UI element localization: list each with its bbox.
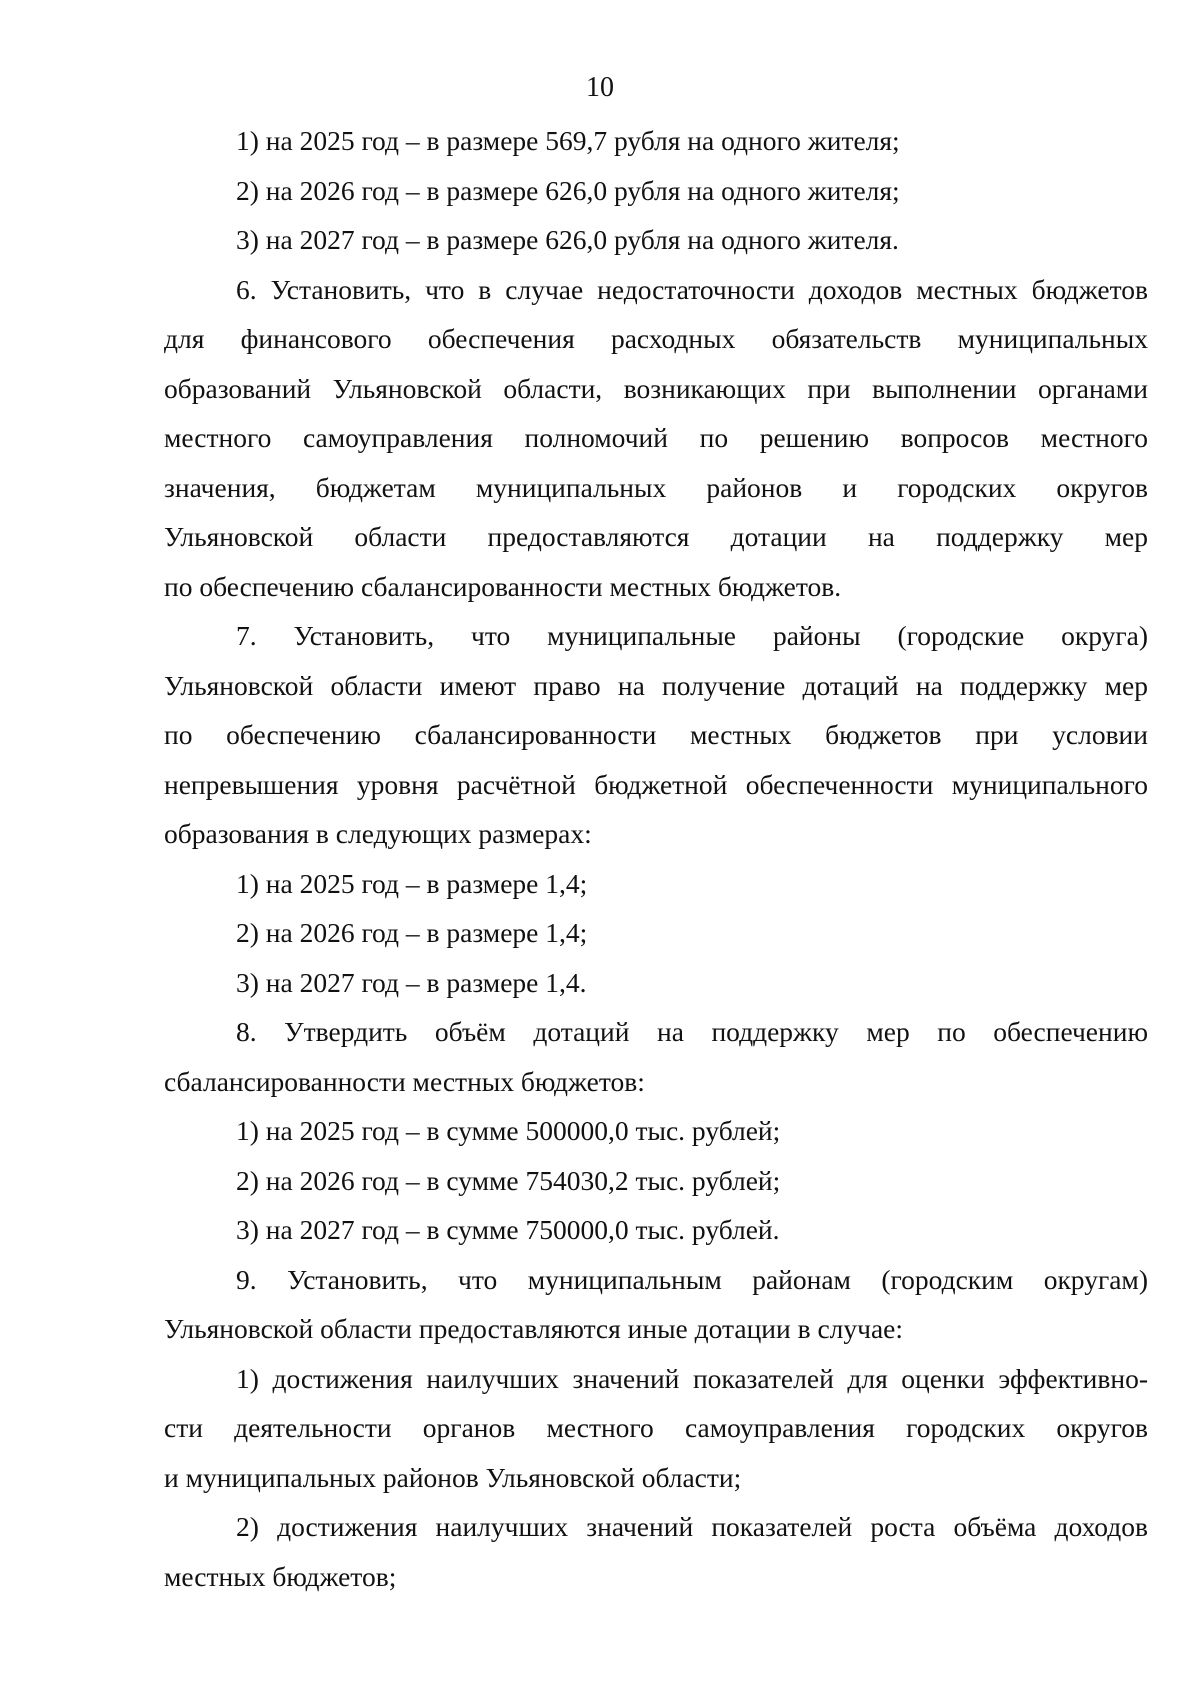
text-line: местных бюджетов; bbox=[164, 1560, 397, 1592]
text-line: 3) на 2027 год – в сумме 750000,0 тыс. рублей. bbox=[236, 1214, 780, 1245]
text-line: Ульяновской области предоставляются дотации на поддержку мер bbox=[164, 521, 1148, 552]
text-line: образования в следующих размерах: bbox=[164, 818, 592, 849]
text-line: местного самоуправления полномочий по решению вопросов местного bbox=[164, 422, 1148, 453]
page-number: 10 bbox=[586, 72, 614, 103]
text-line: 1) на 2025 год – в сумме 500000,0 тыс. рублей; bbox=[236, 1115, 781, 1146]
text-line: для финансового обеспечения расходных обязательств муниципальных bbox=[164, 323, 1148, 354]
text-line: и муниципальных районов Ульяновской области; bbox=[164, 1461, 742, 1493]
text-line: 1) на 2025 год – в размере 569,7 рубля на одного жителя; bbox=[236, 125, 900, 156]
text-line: значения, бюджетам муниципальных районов и городских округов bbox=[164, 471, 1148, 503]
text-line: 2) на 2026 год – в размере 626,0 рубля на одного жителя; bbox=[236, 174, 900, 206]
text-line: 1) на 2025 год – в размере 1,4; bbox=[236, 867, 588, 899]
text-line: по обеспечению сбалансированности местных бюджетов при условии bbox=[164, 719, 1148, 750]
text-line: сбалансированности местных бюджетов: bbox=[164, 1065, 645, 1097]
text-line: Ульяновской области предоставляются иные дотации в случае: bbox=[164, 1313, 904, 1344]
text-line: 3) на 2027 год – в размере 626,0 рубля на одного жителя. bbox=[236, 224, 899, 255]
text-line: сти деятельности органов местного самоуправления городских округов bbox=[164, 1412, 1148, 1443]
text-line: 9. Установить, что муниципальным районам (городским округам) bbox=[236, 1263, 1148, 1295]
text-line: 7. Установить, что муниципальные районы (городские округа) bbox=[236, 620, 1148, 651]
text-line: 8. Утвердить объём дотаций на поддержку мер по обеспечению bbox=[236, 1016, 1148, 1047]
text-line: 3) на 2027 год – в размере 1,4. bbox=[236, 966, 587, 998]
text-line: 2) на 2026 год – в сумме 754030,2 тыс. рублей; bbox=[236, 1164, 781, 1196]
text-line: непревышения уровня расчётной бюджетной обеспеченности муниципального bbox=[164, 768, 1148, 800]
text-line: 1) достижения наилучших значений показателей для оценки эффективно- bbox=[236, 1362, 1148, 1394]
text-line: 2) на 2026 год – в размере 1,4; bbox=[236, 917, 588, 948]
text-line: 6. Установить, что в случае недостаточности доходов местных бюджетов bbox=[236, 273, 1148, 305]
document-body bbox=[164, 116, 1148, 1601]
text-line: Ульяновской области имеют право на получение дотаций на поддержку мер bbox=[164, 669, 1148, 701]
text-line: образований Ульяновской области, возникающих при выполнении органами bbox=[164, 372, 1148, 404]
text-line: по обеспечению сбалансированности местных бюджетов. bbox=[164, 570, 842, 602]
text-line: 2) достижения наилучших значений показателей роста объёма доходов bbox=[236, 1511, 1148, 1542]
